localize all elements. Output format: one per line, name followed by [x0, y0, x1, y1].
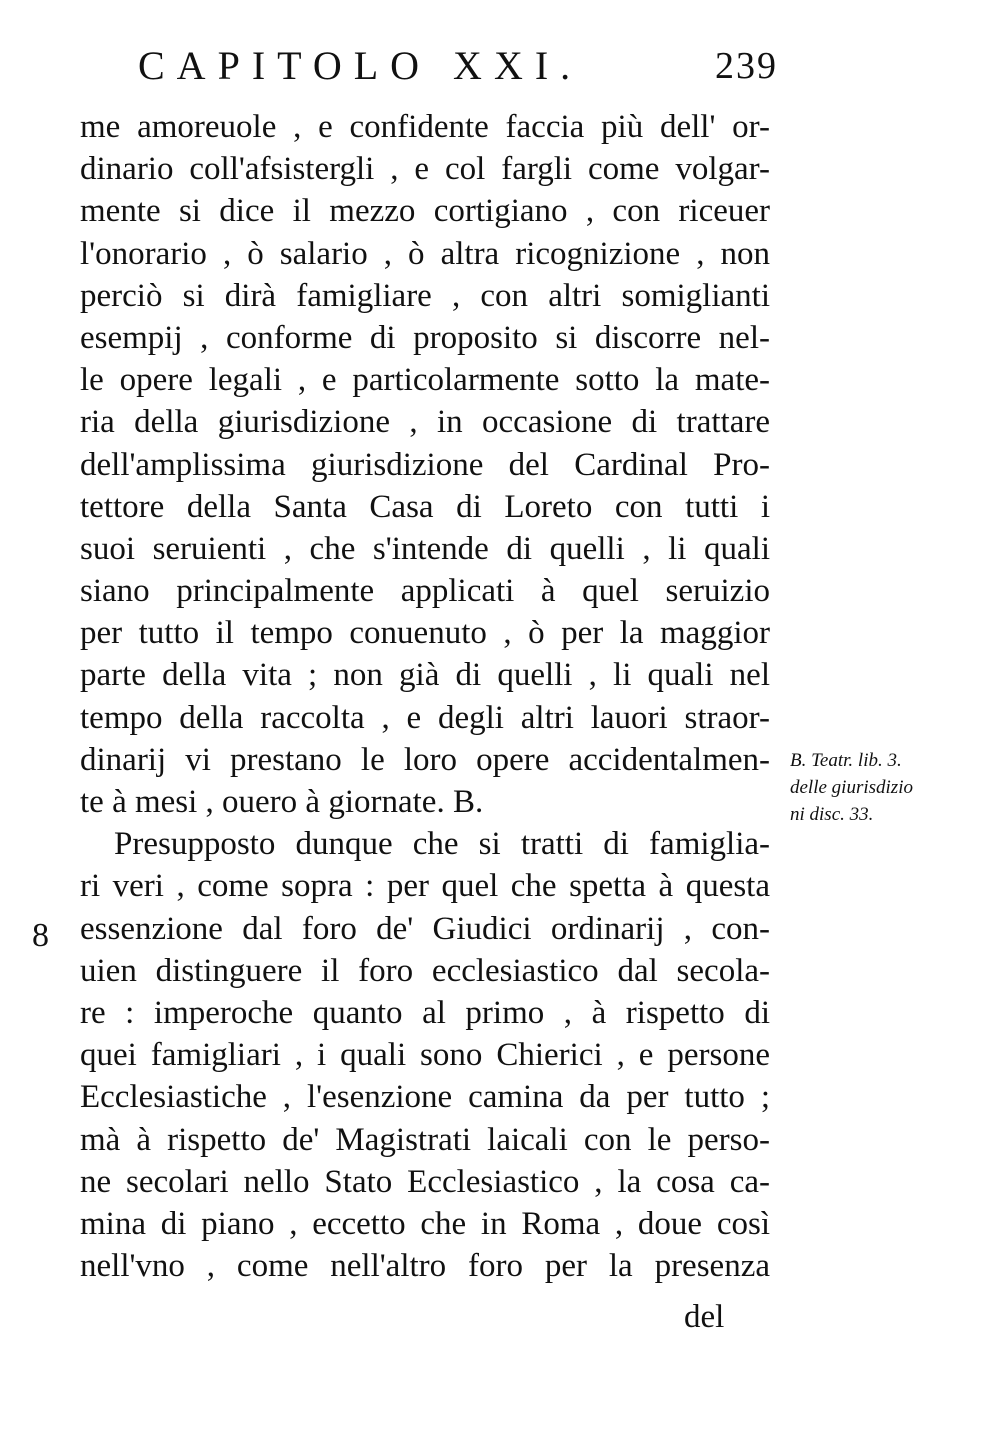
body-line: dell'amplissima giurisdizione del Cardinal Pro- — [80, 446, 770, 483]
body-line: mà à rispetto de' Magistrati laicali con le perso- — [80, 1121, 770, 1158]
body-line: tempo della raccolta , e degli altri lauori straor- — [80, 699, 770, 736]
body-line: mina di piano , eccetto che in Roma , doue così — [80, 1205, 770, 1242]
body-line: ri veri , come sopra : per quel che spetta à questa — [80, 868, 770, 905]
body-line: uien distinguere il foro ecclesiastico dal secola- — [80, 952, 770, 989]
body-line: re : imperoche quanto al primo , à rispetto di — [80, 994, 770, 1031]
side-note-line: ni disc. 33. — [790, 804, 874, 825]
body-line: perciò si dirà famigliare , con altri somiglianti — [80, 277, 770, 314]
body-line: essenzione dal foro de' Giudici ordinarij , con- — [80, 910, 770, 947]
catchword: del — [684, 1299, 725, 1335]
body-line: quei famigliari , i quali sono Chierici , e persone — [80, 1037, 770, 1074]
running-head-title: CAPITOLO XXI. — [138, 43, 583, 88]
body-line: ne secolari nello Stato Ecclesiastico , la cosa ca- — [80, 1163, 770, 1200]
body-line: tettore della Santa Casa di Loreto con tutti i — [80, 488, 770, 525]
body-line: Ecclesiastiche , l'esenzione camina da per tutto ; — [80, 1079, 770, 1116]
body-line: siano principalmente applicati à quel seruizio — [80, 573, 770, 610]
body-line: parte della vita ; non già di quelli , li quali nel — [80, 657, 770, 694]
running-head — [138, 40, 778, 92]
body-line: nell'vno , come nell'altro foro per la presenza — [80, 1248, 770, 1285]
page-number: 239 — [715, 45, 778, 87]
body-line: te à mesi , ouero à giornate. B. — [80, 784, 484, 820]
body-line: le opere legali , e particolarmente sotto la mate- — [80, 362, 770, 399]
body-line: per tutto il tempo conuenuto , ò per la maggior — [80, 615, 770, 652]
side-note-line: delle giurisdizio — [790, 777, 913, 798]
side-note — [790, 747, 990, 828]
body-line: dinarij vi prestano le loro opere accidentalmen- — [80, 741, 770, 778]
body-line: me amoreuole , e confidente faccia più dell' or- — [80, 109, 770, 145]
body-text — [80, 106, 770, 1287]
body-line: esempij , conforme di proposito si discorre nel- — [80, 319, 770, 356]
body-line: dinario coll'afsistergli , e col fargli come volgar- — [80, 151, 770, 188]
body-line: mente si dice il mezzo cortigiano , con riceuer — [80, 193, 770, 230]
body-line: l'onorario , ò salario , ò altra ricognizione , non — [80, 235, 770, 272]
body-line: Presupposto dunque che si tratti di famiglia- — [114, 826, 770, 863]
marginal-paragraph-number: 8 — [32, 917, 49, 954]
body-line: suoi seruienti , che s'intende di quelli , li quali — [80, 530, 770, 567]
body-line: ria della giurisdizione , in occasione di trattare — [80, 404, 770, 441]
side-note-line: B. Teatr. lib. 3. — [790, 750, 902, 771]
